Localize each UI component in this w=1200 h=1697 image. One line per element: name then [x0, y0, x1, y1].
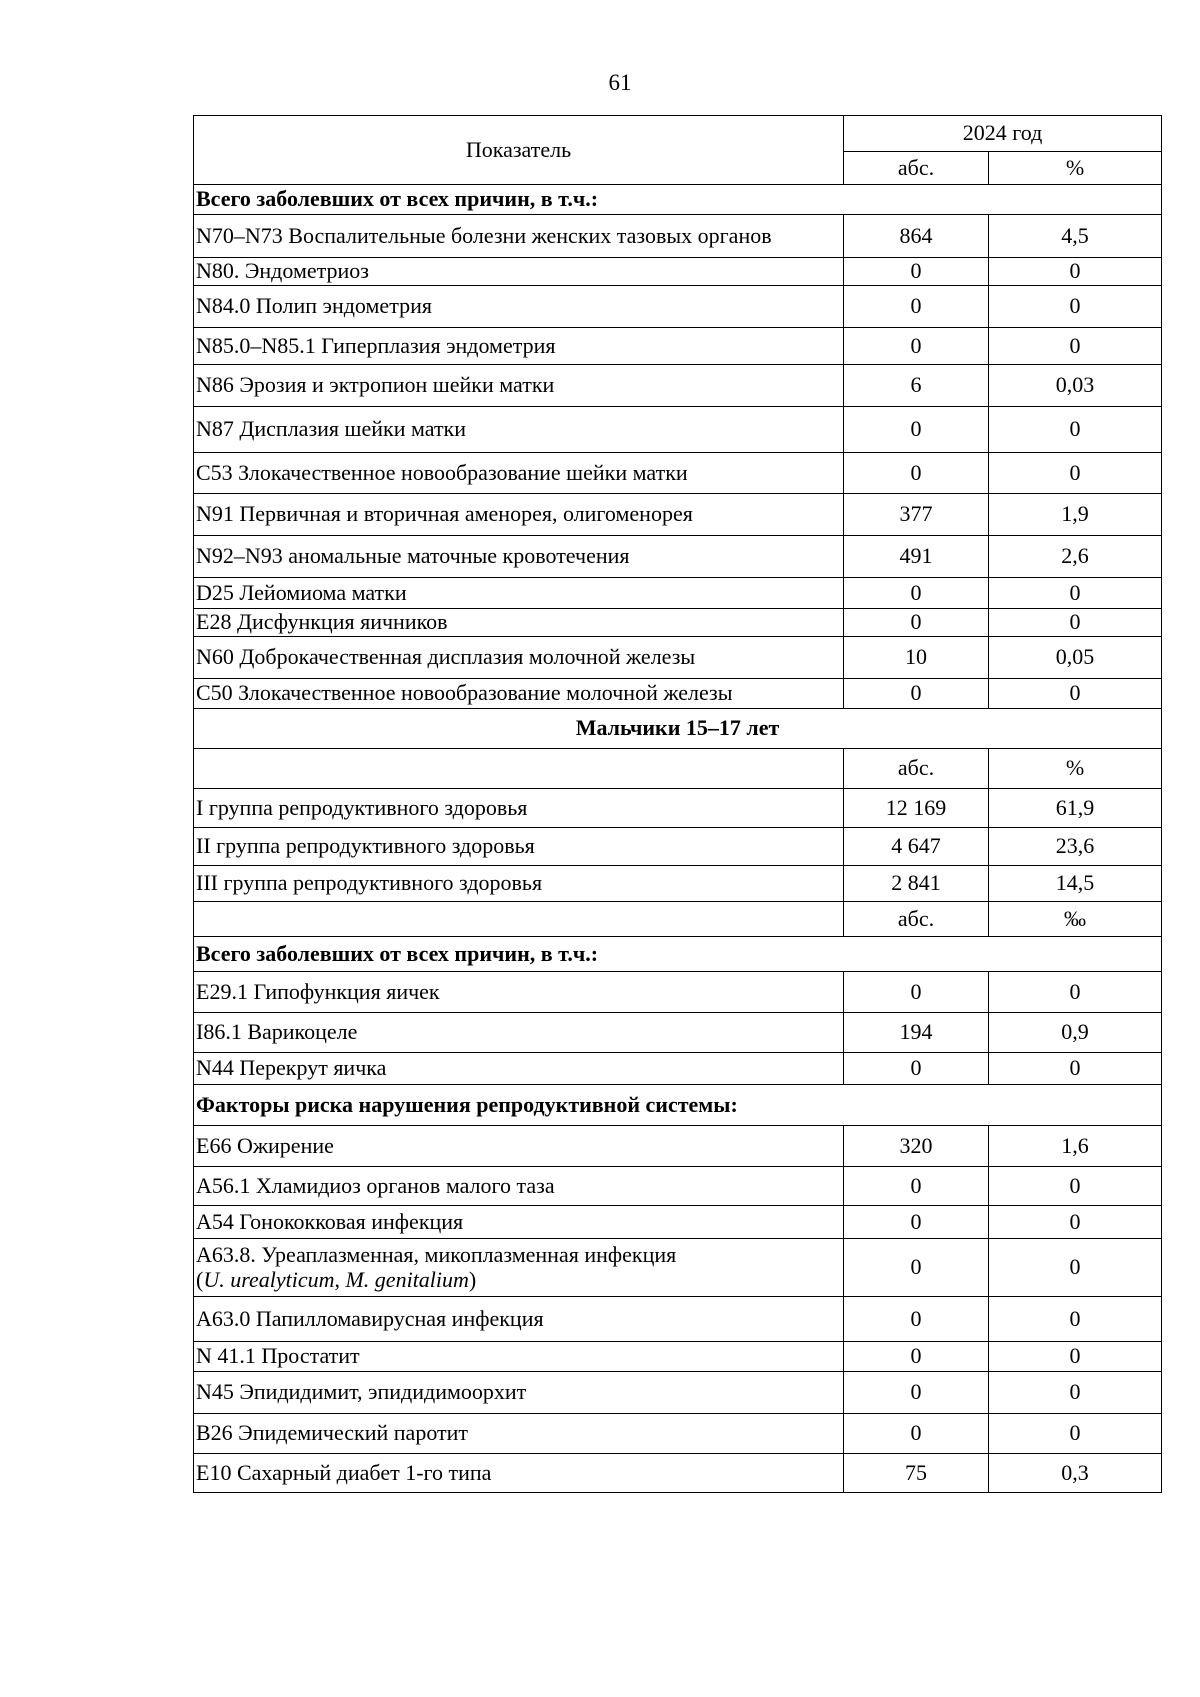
- boys-abs-header: абс.: [844, 749, 989, 789]
- row-abs: 0: [844, 578, 989, 609]
- urea-open: (: [196, 1266, 204, 1292]
- row-pct: 0: [989, 258, 1162, 286]
- table-row: [194, 258, 1162, 286]
- row-abs: 0: [844, 258, 989, 286]
- row-pct: 0: [989, 453, 1162, 494]
- table-row: [194, 789, 1162, 828]
- row-pct: 0: [989, 1239, 1162, 1297]
- header-indicator: Показатель: [194, 116, 844, 185]
- boys-section-title: Мальчики 15–17 лет: [194, 709, 1162, 749]
- table-row: [194, 453, 1162, 494]
- row-label: N45 Эпидидимит, эпидидимоорхит: [194, 1372, 844, 1414]
- row-pct: 0: [989, 1372, 1162, 1414]
- row-pct: 0: [989, 286, 1162, 328]
- row-label: C53 Злокачественное новообразование шейки матки: [194, 453, 844, 494]
- row-label: N86 Эрозия и эктропион шейки матки: [194, 365, 844, 407]
- table-row: [194, 637, 1162, 679]
- row-label: [194, 1239, 844, 1297]
- empty-cell: [194, 749, 844, 789]
- row-pct: 0: [989, 679, 1162, 709]
- row-label: E29.1 Гипофункция яичек: [194, 972, 844, 1013]
- row-abs: 0: [844, 328, 989, 365]
- row-label: N70–N73 Воспалительные болезни женских тазовых органов: [194, 215, 844, 258]
- urea-close: ): [468, 1266, 477, 1292]
- boys-total-row: [194, 937, 1162, 972]
- girls-total-label: Всего заболевших от всех причин, в т.ч.:: [194, 185, 1162, 215]
- row-label: E28 Дисфункция яичников: [194, 609, 844, 637]
- row-pct: 0: [989, 972, 1162, 1013]
- table-row: [194, 215, 1162, 258]
- row-label: I группа репродуктивного здоровья: [194, 789, 844, 828]
- table-row: [194, 286, 1162, 328]
- row-pct: 61,9: [989, 789, 1162, 828]
- row-abs: 12 169: [844, 789, 989, 828]
- empty-cell: [194, 902, 844, 937]
- row-abs: 864: [844, 215, 989, 258]
- row-label: N80. Эндометриоз: [194, 258, 844, 286]
- row-pct: 14,5: [989, 866, 1162, 902]
- table-row: [194, 828, 1162, 866]
- row-label: III группа репродуктивного здоровья: [194, 866, 844, 902]
- table-row: [194, 1239, 1162, 1297]
- row-pct: 23,6: [989, 828, 1162, 866]
- row-label: A56.1 Хламидиоз органов малого таза: [194, 1167, 844, 1206]
- row-abs: 0: [844, 609, 989, 637]
- row-label: N87 Дисплазия шейки матки: [194, 407, 844, 453]
- row-pct: 0,3: [989, 1454, 1162, 1493]
- row-pct: 0,03: [989, 365, 1162, 407]
- table-row: [194, 1342, 1162, 1372]
- row-label: N44 Перекрут яичка: [194, 1053, 844, 1085]
- row-pct: 1,9: [989, 494, 1162, 536]
- table-row: [194, 679, 1162, 709]
- row-abs: 0: [844, 407, 989, 453]
- table-row: [194, 1454, 1162, 1493]
- row-label: N60 Доброкачественная дисплазия молочной железы: [194, 637, 844, 679]
- row-abs: 0: [844, 286, 989, 328]
- boys-section-title-row: [194, 709, 1162, 749]
- row-label: I86.1 Варикоцеле: [194, 1013, 844, 1053]
- risk-factors-label: Факторы риска нарушения репродуктивной системы:: [194, 1085, 1162, 1126]
- row-pct: 0: [989, 1297, 1162, 1342]
- row-label: II группа репродуктивного здоровья: [194, 828, 844, 866]
- row-abs: 320: [844, 1126, 989, 1167]
- row-abs: 0: [844, 972, 989, 1013]
- row-pct: 0,05: [989, 637, 1162, 679]
- row-pct: 0,9: [989, 1013, 1162, 1053]
- row-abs: 0: [844, 1342, 989, 1372]
- row-pct: 0: [989, 578, 1162, 609]
- row-label: E66 Ожирение: [194, 1126, 844, 1167]
- table-row: [194, 578, 1162, 609]
- row-pct: 0: [989, 1053, 1162, 1085]
- row-pct: 0: [989, 328, 1162, 365]
- table-row: [194, 536, 1162, 578]
- row-abs: 10: [844, 637, 989, 679]
- row-pct: 0: [989, 1206, 1162, 1239]
- row-label: N 41.1 Простатит: [194, 1342, 844, 1372]
- table-row: [194, 972, 1162, 1013]
- row-abs: 0: [844, 1414, 989, 1454]
- header-row: [194, 116, 1162, 152]
- urea-sep: ,: [334, 1266, 346, 1292]
- row-pct: 4,5: [989, 215, 1162, 258]
- row-label: N84.0 Полип эндометрия: [194, 286, 844, 328]
- row-pct: 0: [989, 609, 1162, 637]
- table-row: [194, 1372, 1162, 1414]
- row-abs: 0: [844, 1206, 989, 1239]
- table-row: [194, 866, 1162, 902]
- boys-percent-header: %: [989, 749, 1162, 789]
- row-pct: 0: [989, 407, 1162, 453]
- table-row: [194, 609, 1162, 637]
- row-abs: 6: [844, 365, 989, 407]
- risk-factors-row: [194, 1085, 1162, 1126]
- header-percent: %: [989, 152, 1162, 185]
- row-abs: 4 647: [844, 828, 989, 866]
- row-pct: 0: [989, 1414, 1162, 1454]
- row-abs: 0: [844, 453, 989, 494]
- row-label: A54 Гонококковая инфекция: [194, 1206, 844, 1239]
- table-row: [194, 1053, 1162, 1085]
- row-abs: 0: [844, 679, 989, 709]
- table-row: [194, 494, 1162, 536]
- row-abs: 0: [844, 1372, 989, 1414]
- row-pct: 0: [989, 1167, 1162, 1206]
- boys-abs-header-2: абс.: [844, 902, 989, 937]
- row-abs: 377: [844, 494, 989, 536]
- reproductive-health-table: [193, 115, 1162, 1493]
- row-label: E10 Сахарный диабет 1-го типа: [194, 1454, 844, 1493]
- row-pct: 2,6: [989, 536, 1162, 578]
- row-label: B26 Эпидемический паротит: [194, 1414, 844, 1454]
- boys-total-label: Всего заболевших от всех причин, в т.ч.:: [194, 937, 1162, 972]
- urea-species1: U. urealyticum: [203, 1266, 335, 1292]
- row-label: N85.0–N85.1 Гиперплазия эндометрия: [194, 328, 844, 365]
- row-abs: 2 841: [844, 866, 989, 902]
- row-abs: 0: [844, 1239, 989, 1297]
- row-abs: 0: [844, 1297, 989, 1342]
- boys-subheader-row: [194, 749, 1162, 789]
- row-abs: 491: [844, 536, 989, 578]
- row-label: C50 Злокачественное новообразование молочной железы: [194, 679, 844, 709]
- table-row: [194, 1167, 1162, 1206]
- row-pct: 1,6: [989, 1126, 1162, 1167]
- row-abs: 194: [844, 1013, 989, 1053]
- table-row: [194, 407, 1162, 453]
- table-row: [194, 1013, 1162, 1053]
- row-abs: 0: [844, 1167, 989, 1206]
- girls-total-row: [194, 185, 1162, 215]
- row-pct: 0: [989, 1342, 1162, 1372]
- urea-line1: A63.8. Уреаплазменная, микоплазменная инфекция: [196, 1242, 677, 1268]
- table-row: [194, 1414, 1162, 1454]
- row-abs: 75: [844, 1454, 989, 1493]
- table-row: [194, 1126, 1162, 1167]
- header-abs: абс.: [844, 152, 989, 185]
- table-row: [194, 1206, 1162, 1239]
- boys-subheader-row-2: [194, 902, 1162, 937]
- row-abs: 0: [844, 1053, 989, 1085]
- row-label: N92–N93 аномальные маточные кровотечения: [194, 536, 844, 578]
- table-row: [194, 365, 1162, 407]
- table-row: [194, 1297, 1162, 1342]
- row-label: D25 Лейомиома матки: [194, 578, 844, 609]
- row-label: A63.0 Папилломавирусная инфекция: [194, 1297, 844, 1342]
- urea-species2: M. genitalium: [345, 1266, 469, 1292]
- table-row: [194, 328, 1162, 365]
- row-label: N91 Первичная и вторичная аменорея, олигоменорея: [194, 494, 844, 536]
- boys-permille-header: ‰: [989, 902, 1162, 937]
- header-year: 2024 год: [844, 116, 1162, 152]
- page-number: 61: [608, 70, 632, 95]
